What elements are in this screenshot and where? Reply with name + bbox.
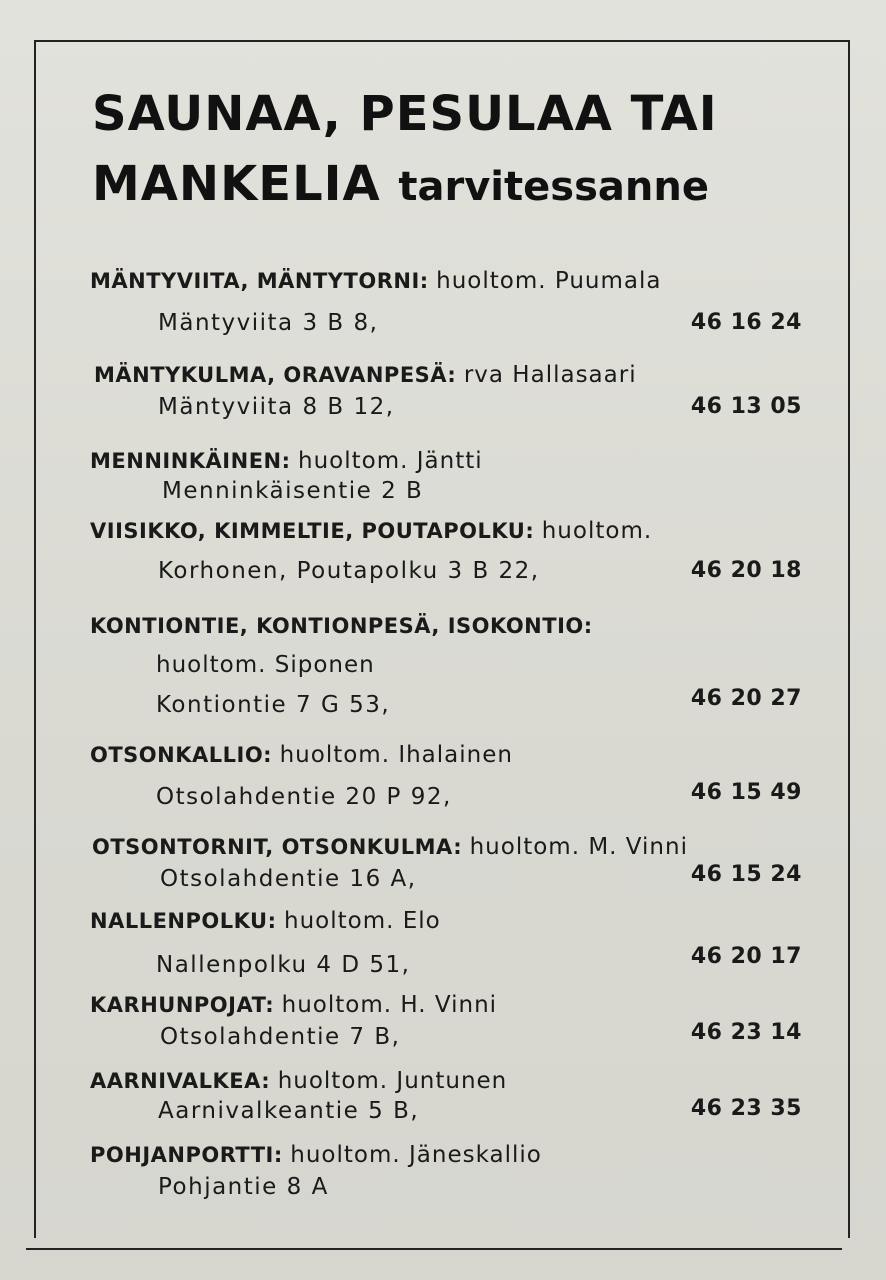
address: Mäntyviita 8 B 12, (158, 394, 395, 420)
entry-header (90, 268, 662, 294)
headline (92, 80, 718, 223)
building-names: AARNIVALKEA: (90, 1069, 271, 1093)
entry-header (90, 448, 483, 474)
building-names: VIISIKKO, KIMMELTIE, POUTAPOLKU: (90, 519, 535, 543)
contact-person: huoltom. Juntunen (277, 1068, 508, 1094)
building-names: POHJANPORTTI: (90, 1143, 283, 1167)
address: Nallenpolku 4 D 51, (156, 952, 411, 978)
headline-line-2 (92, 148, 718, 223)
entry-header (90, 1068, 507, 1094)
entry-header (90, 992, 497, 1018)
phone-number: 46 20 17 (690, 944, 802, 969)
entry-header (90, 908, 441, 934)
address: Menninkäisentie 2 B (162, 478, 424, 504)
address: Otsolahdentie 7 B, (160, 1024, 401, 1050)
headline-rest: tarvitessanne (398, 164, 709, 210)
building-names: MENNINKÄINEN: (90, 449, 291, 473)
contact-person: huoltom. M. Vinni (469, 834, 688, 860)
building-names: OTSONTORNIT, OTSONKULMA: (92, 835, 463, 859)
building-names: MÄNTYKULMA, ORAVANPESÄ: (94, 363, 457, 387)
entry-header (90, 614, 593, 639)
phone-number: 46 16 24 (690, 310, 802, 335)
address: Mäntyviita 3 B 8, (158, 310, 379, 336)
contact-person: huoltom. Jäntti (298, 448, 483, 474)
contact-person: huoltom. Puumala (436, 268, 662, 294)
building-names: NALLENPOLKU: (90, 909, 277, 933)
address: Otsolahdentie 16 A, (160, 866, 417, 892)
contact-person: huoltom. Jäneskallio (290, 1142, 542, 1168)
phone-number: 46 15 49 (690, 780, 802, 805)
contact-person: huoltom. Elo (284, 908, 441, 934)
bottom-rule (26, 1248, 842, 1250)
phone-number: 46 20 27 (690, 686, 802, 711)
entry-header (92, 834, 688, 860)
entry-header (90, 518, 652, 544)
phone-number: 46 20 18 (690, 558, 802, 583)
contact-person: huoltom. Siponen (156, 652, 375, 678)
building-names: OTSONKALLIO: (90, 743, 273, 767)
building-names: KONTIONTIE, KONTIONPESÄ, ISOKONTIO: (90, 614, 593, 638)
address: Aarnivalkeantie 5 B, (158, 1098, 420, 1124)
entry-header (90, 1142, 542, 1168)
contact-person: huoltom. (541, 518, 653, 544)
contact-person: huoltom. H. Vinni (281, 992, 498, 1018)
phone-number: 46 23 14 (690, 1020, 802, 1045)
headline-bold-word: MANKELIA (92, 156, 381, 212)
entry-header (90, 742, 513, 768)
address: Korhonen, Poutapolku 3 B 22, (158, 558, 540, 584)
address: Pohjantie 8 A (158, 1174, 329, 1200)
building-names: KARHUNPOJAT: (90, 993, 275, 1017)
phone-number: 46 13 05 (690, 394, 802, 419)
contact-person: huoltom. Ihalainen (279, 742, 513, 768)
phone-number: 46 15 24 (690, 862, 802, 887)
building-names: MÄNTYVIITA, MÄNTYTORNI: (90, 269, 429, 293)
contact-person: rva Hallasaari (463, 362, 637, 388)
entry-header (94, 362, 637, 388)
address: Kontiontie 7 G 53, (156, 692, 391, 718)
address: Otsolahdentie 20 P 92, (156, 784, 452, 810)
phone-number: 46 23 35 (690, 1096, 802, 1121)
headline-line-1: SAUNAA, PESULAA TAI (92, 86, 718, 142)
